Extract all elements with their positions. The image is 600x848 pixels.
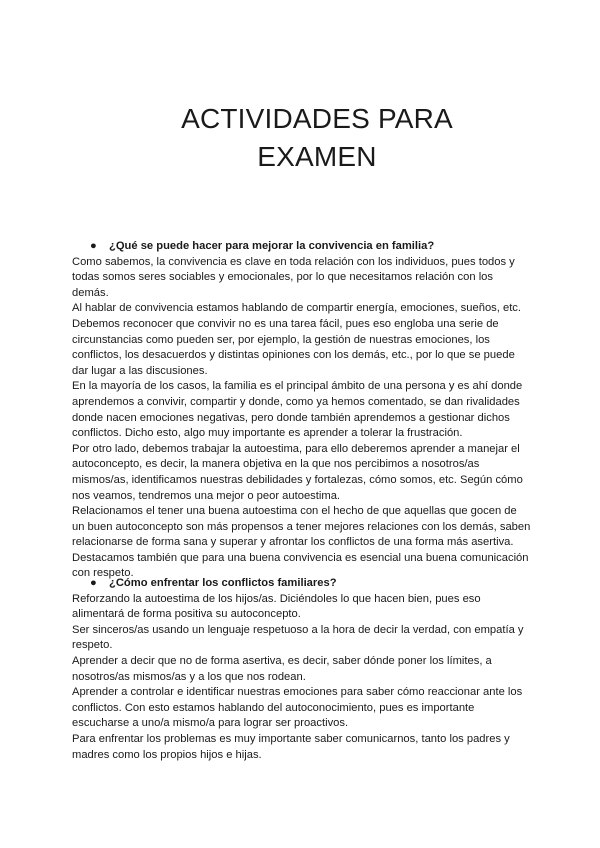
paragraph: En la mayoría de los casos, la familia es el principal ámbito de una persona y es ahí donde aprendemos a convivir, compartir y donde, como ya hemos comentado, se dan rivalidades donde nacen emociones negativas, pero donde también aprendemos a gestionar dichos conflictos. Dicho esto, algo muy importante es aprender a tolerar la frustración.: [72, 380, 523, 440]
paragraph: Destacamos también que para una buena convivencia es esencial una buena comunicación con respeto.: [72, 551, 529, 580]
paragraph: Relacionamos el tener una buena autoestima con el hecho de que aquellas que gocen de un buen autoconcepto son más propensos a tener mejores relaciones con los demás, saben relacionarse de forma sana y superar y afrontar los conflictos de una forma más asertiva.: [72, 505, 531, 549]
title-line-2: EXAMEN: [257, 141, 377, 172]
question-text: ¿Qué se puede hacer para mejorar la convivencia en familia?: [109, 240, 435, 252]
bullet-icon: ●: [90, 240, 97, 252]
page-title: [0, 100, 600, 176]
title-line-1: ACTIVIDADES PARA: [181, 103, 453, 134]
paragraph: Por otro lado, debemos trabajar la autoestima, para ello deberemos aprender a manejar el autoconcepto, es decir, la manera objetiva en la que nos percibimos a nosotros/as mismos/as, identificamos nuestras debilidades y fortalezas, cómo somos, etc. Según cómo nos veamos, tendremos una mejor o peor autoestima.: [72, 442, 523, 502]
paragraph: Como sabemos, la convivencia es clave en toda relación con los individuos, pues todos y todas somos seres sociables y emocionales, por lo que necesitamos relación con los demás.: [72, 255, 515, 299]
paragraph: Aprender a decir que no de forma asertiva, es decir, saber dónde poner los límites, a nosotros/as mismos/as y a los que nos rodean.: [72, 654, 492, 683]
paragraph: Reforzando la autoestima de los hijos/as. Diciéndoles lo que hacen bien, pues eso alimentará de forma positiva su autoconcepto.: [72, 592, 481, 621]
question-heading: [90, 576, 550, 592]
paragraph: Al hablar de convivencia estamos hablando de compartir energía, emociones, sueños, etc.: [72, 302, 522, 315]
paragraph: Para enfrentar los problemas es muy importante saber comunicarnos, tanto los padres y madres como los propios hijos e hijas.: [72, 732, 510, 761]
question-heading: [90, 239, 550, 255]
section-conflictos: [72, 576, 532, 763]
question-text: ¿Cómo enfrentar los conflictos familiares?: [109, 577, 337, 589]
paragraph: Debemos reconocer que convivir no es una tarea fácil, pues eso engloba una serie de circunstancias como pueden ser, por ejemplo, la gestión de nuestras emociones, los conflictos, los desacuerdos y distintas opiniones con los demás, etc., por lo que se puede dar lugar a las discusiones.: [72, 317, 515, 377]
section-convivencia: [72, 239, 532, 582]
bullet-icon: ●: [90, 577, 97, 589]
paragraph: Ser sinceros/as usando un lenguaje respetuoso a la hora de decir la verdad, con empatía y respeto.: [72, 623, 524, 652]
paragraph: Aprender a controlar e identificar nuestras emociones para saber cómo reaccionar ante los conflictos. Con esto estamos hablando del autoconocimiento, pues es importante escucharse a uno/a mismo/a para lograr ser proactivos.: [72, 686, 523, 730]
